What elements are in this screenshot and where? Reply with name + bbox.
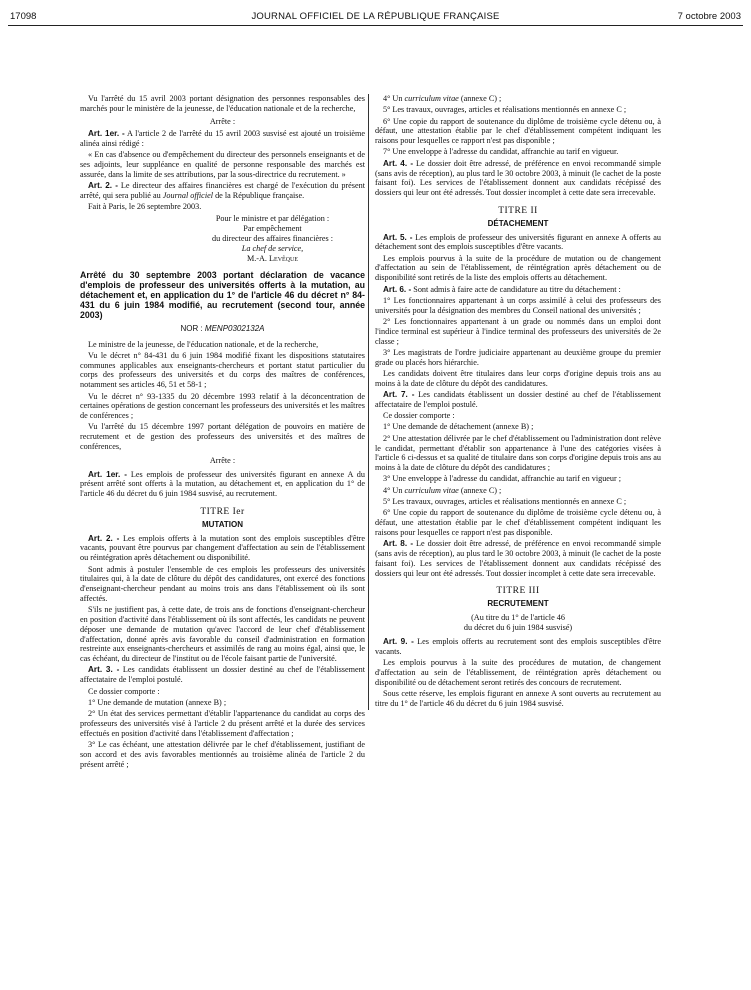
list-item: 5° Les travaux, ouvrages, articles et réalisations mentionnés en annexe C ; (383, 496, 627, 506)
paragraph: Le ministre de la jeunesse, de l'éducation nationale, et de la recherche, (88, 339, 319, 349)
article-text: Les emplois offerts au recrutement sont des emplois susceptibles d'être vacants. (375, 636, 661, 656)
article-label: Art. 4. - (383, 158, 414, 168)
list-item: 2° Les fonctionnaires appartenant à un grade ou nommés dans un emploi dont l'indice terminal est supérieur à l'indice terminal des professeurs des universités de 2e classe ; (375, 316, 661, 346)
signatory-name: M.-A. Levêque (246, 253, 299, 263)
paragraph: Les emplois pourvus à la suite de la procédure de mutation ou de changement d'affectation au sein de l'établissement, de réintégration après détachement ou de disponibilité sont retirés de la liste des emplois offerts au détachement. (375, 253, 661, 283)
article-text: Le dossier doit être adressé, de préférence en envoi recommandé simple (sans avis de réception), au plus tard le 30 octobre 2003, à minuit (le cachet de la poste faisant foi). Les services de l'établissement donnent aux candidats récépissé des dossiers qui leur ont été adressés. Tout dossier incomplet à cette date sera irrecevable. (375, 158, 661, 198)
article-text: Les emplois de professeur des universités figurant en annexe A du présent arrêté sont offerts à la mutation, au détachement et, en application du 1° de l'article 46 du décret du 6 juin 1984 susvisé, au recrutement. (80, 469, 365, 499)
article-label: Art. 2. - (88, 533, 120, 543)
article-6 (375, 285, 661, 295)
paragraph: Les emplois pourvus à la suite des procédures de mutation, de changement d'affectation au sein de l'établissement, de réintégration après détachement ou disponibilité ou de détachement seront retirés des concours de recrutement. (375, 658, 661, 687)
titre-heading: TITRE II (498, 205, 538, 216)
article-label: Art. 7. - (383, 390, 415, 400)
article-2 (80, 534, 365, 563)
nor-code: MENP0302132A (204, 323, 265, 333)
paragraph: Ce dossier comporte : (383, 411, 455, 421)
list-item: 6° Une copie du rapport de soutenance du diplôme de troisième cycle détenu ou, à défaut, une attestation établie par le chef d'établissement compétent indiquant les raisons pour lesquelles ce rapport n'est pas disponible. (375, 508, 661, 537)
signature-line: Par empêchement (243, 223, 302, 233)
paragraph: Sous cette réserve, les emplois figurant en annexe A sont ouverts au recrutement au titre du 1° de l'article 46 du décret du 6 juin 1984 susvisé. (375, 688, 661, 708)
list-item: 1° Une demande de détachement (annexe B) ; (383, 422, 534, 432)
article-text: Les emplois offerts à la mutation sont des emplois susceptibles d'être vacants, pouvant être pourvus par changement d'affectation au sein de l'établissement ou réintégration après détachement ou disponibilité. (80, 533, 365, 563)
paragraph: Vu l'arrêté du 15 décembre 1997 portant délégation de pouvoirs en matière de recrutement et de gestion des professeurs des universités et des maîtres de conférences, (80, 422, 365, 452)
article-text: Les emplois de professeur des universités figurant en annexe A offerts au détachement sont des emplois susceptibles d'être vacants. (375, 232, 661, 252)
arrete-heading: Arrête : (209, 455, 236, 465)
article-1 (80, 470, 365, 499)
article-9 (375, 637, 661, 657)
article-7 (375, 390, 661, 410)
list-item (375, 94, 661, 104)
nor-label: NOR : (180, 323, 205, 333)
journal-title: JOURNAL OFFICIEL DE LA RÉPUBLIQUE FRANÇAISE (251, 11, 500, 22)
paragraph: Vu le décret n° 93-1335 du 20 décembre 1993 relatif à la déconcentration de certaines opérations de gestion concernant les professeurs des universités et les maîtres de conférences ; (80, 391, 365, 421)
titre-note: du décret du 6 juin 1984 susvisé) (463, 622, 573, 632)
list-text: 4° Un (383, 485, 405, 495)
article-label: Art. 8. - (383, 539, 414, 549)
article-label: Art. 2. - (88, 181, 118, 191)
titre-note: (Au titre du 1° de l'article 46 (471, 612, 565, 622)
cv-term: curriculum vitae (404, 94, 459, 103)
quoted-paragraph: « En cas d'absence ou d'empêchement du directeur des personnels enseignants et de ses adjoints, leur suppléance en qualité de personne responsable des marchés est assurée, dans la limite de ses attributions, par la sous-directrice du recrutement. » (80, 150, 365, 180)
article-label: Art. 5. - (383, 232, 413, 242)
paragraph: S'ils ne justifient pas, à cette date, de trois ans de fonctions d'enseignant-chercheur en position d'activité dans l'établissement où ils sont affectés, les candidats ne peuvent déposer une demande de mutation qu'avec l'accord de leur chef d'établissement d'affectation, donné après avis favorable du conseil d'administration en formation restreinte aux enseignants-chercheurs et assimilés de rang au moins égal, ainsi que, le cas échéant, du directeur de l'institut ou de l'école faisant partie de l'université. (80, 605, 365, 664)
page-header (8, 11, 743, 26)
titre-subheading: MUTATION (201, 519, 244, 529)
fait-a-paris: Fait à Paris, le 26 septembre 2003. (88, 202, 202, 212)
article-text: Le dossier doit être adressé, de préférence en envoi recommandé simple (sans avis de réception), au plus tard le 30 octobre 2003, à minuit (le cachet de la poste faisant foi). Les services de l'établissement donnent aux candidats récépissé des dossiers qui leur ont été adressés. Tout dossier incomplet à cette date sera irrecevable. (375, 539, 661, 578)
list-item: 3° Le cas échéant, une attestation délivrée par le chef d'établissement, justifiant de son accord et des avis favorables mentionnés au troisième alinéa de l'article 2 du présent arrêté ; (80, 740, 365, 769)
article-text: A l'article 2 de l'arrêté du 15 avril 2003 susvisé est ajouté un troisième alinéa ainsi rédigé : (80, 129, 365, 149)
list-item: 1° Les fonctionnaires appartenant à un corps assimilé à celui des professeurs des universités pour la désignation des membres du Conseil national des universités ; (375, 295, 661, 315)
paragraph: Sont admis à postuler l'ensemble de ces emplois les professeurs des universités titulaires qui, à la date de clôture du dépôt des candidatures, ont exercé des fonctions d'enseignant-chercheur pendant au moins trois ans dans l'établissement où ils sont affectés. (80, 564, 365, 603)
list-item (375, 486, 661, 496)
list-text: (annexe C) ; (458, 94, 502, 103)
list-text: 4° Un (383, 94, 405, 103)
article-label: Art. 3. - (88, 665, 120, 675)
article-1 (80, 129, 365, 149)
article-text: de la République française. (213, 191, 305, 201)
list-item: 3° Une enveloppe à l'adresse du candidat, affranchie au tarif en vigueur ; (383, 474, 622, 484)
article-text: Les candidats établissent un dossier destiné au chef de l'établissement affectataire de l'emploi postulé. (80, 665, 365, 685)
titre-subheading: DÉTACHEMENT (487, 218, 549, 228)
article-text: Les candidats établissent un dossier destiné au chef de l'établissement affectataire de l'emploi postulé. (375, 390, 661, 409)
signature-line: Pour le ministre et par délégation : (215, 213, 330, 223)
paragraph: Vu l'arrêté du 15 avril 2003 portant désignation des personnes responsables des marchés pour le ministère de la jeunesse, de l'éducation nationale et de la recherche, (80, 94, 365, 113)
titre-subheading: RECRUTEMENT (487, 599, 549, 609)
page-number: 17098 (10, 11, 37, 22)
issue-date: 7 octobre 2003 (677, 11, 741, 22)
article-label: Art. 6. - (383, 284, 412, 294)
article-2 (80, 181, 365, 201)
journal-officiel-ref: Journal officiel (162, 191, 214, 201)
article-label: Art. 1er. - (88, 469, 128, 479)
titre-heading: TITRE III (496, 586, 540, 597)
article-text: Sont admis à faire acte de candidature au titre du détachement : (411, 284, 621, 294)
article-label: Art. 1er. - (88, 129, 125, 139)
list-item: 5° Les travaux, ouvrages, articles et réalisations mentionnés en annexe C ; (383, 105, 627, 115)
list-item: 7° Une enveloppe à l'adresse du candidat, affranchie au tarif en vigueur. (383, 147, 619, 157)
paragraph: Vu le décret n° 84-431 du 6 juin 1984 modifié fixant les dispositions statutaires communes applicables aux enseignants-chercheurs et portant statut particulier du corps des professeurs des universités et du corps des maîtres de conférences, notamment ses articles 46, 51 et 58-1 ; (80, 350, 365, 390)
article-8 (375, 539, 661, 578)
list-item: 6° Une copie du rapport de soutenance du diplôme de troisième cycle détenu ou, à défaut, une attestation établie par le chef d'établissement compétent indiquant les raisons pour lesquelles ce rapport n'est pas disponible ; (375, 116, 661, 146)
list-item: 1° Une demande de mutation (annexe B) ; (88, 697, 227, 707)
article-3 (80, 665, 365, 685)
paragraph: Les candidats doivent être titulaires dans leur corps d'origine depuis trois ans au moins à la date de clôture du dépôt des candidatures. (375, 368, 661, 388)
signature-block (80, 214, 365, 264)
decree-title: Arrêté du 30 septembre 2003 portant déclaration de vacance d'emplois de professeur des universités offerts à la mutation, au détachement et, en application du 1° de l'article 46 du décret n° 84-431 du 6 juin 1984 modifié, au recrutement (second tour, année 2003) (80, 269, 365, 320)
list-item: 3° Les magistrats de l'ordre judiciaire appartenant au deuxième groupe du premier grade ou placés hors hiérarchie. (375, 347, 661, 367)
left-column (80, 94, 365, 771)
paragraph: Ce dossier comporte : (88, 686, 160, 696)
article-4 (375, 159, 661, 198)
signature-role: La chef de service, (241, 243, 304, 253)
article-text: Le directeur des affaires financières est chargé de l'exécution du présent arrêté, qui sera publié au (80, 181, 365, 201)
titre-heading: TITRE Ier (200, 507, 245, 518)
article-label: Art. 9. - (383, 636, 414, 646)
cv-term: curriculum vitae (404, 485, 459, 495)
signature-line: du directeur des affaires financières : (211, 233, 333, 243)
arrete-heading: Arrête : (209, 116, 236, 126)
list-text: (annexe C) ; (458, 485, 502, 495)
nor-reference (80, 324, 365, 334)
list-item: 2° Une attestation délivrée par le chef d'établissement ou l'administration dont relève le candidat, permettant d'établir son appartenance à l'une des catégories visées à l'article 6 ci-dessus et sa qualité de titulaire dans son corps d'origine depuis trois ans au moins à la date de clôture du dépôt des candidatures ; (375, 433, 661, 473)
article-5 (375, 233, 661, 253)
list-item: 2° Un état des services permettant d'établir l'appartenance du candidat au corps des professeurs des universités visé à l'article 2 du présent arrêté et la durée des services effectués en position d'activité dans l'établissement d'affectation ; (80, 709, 365, 738)
right-column (368, 94, 661, 710)
